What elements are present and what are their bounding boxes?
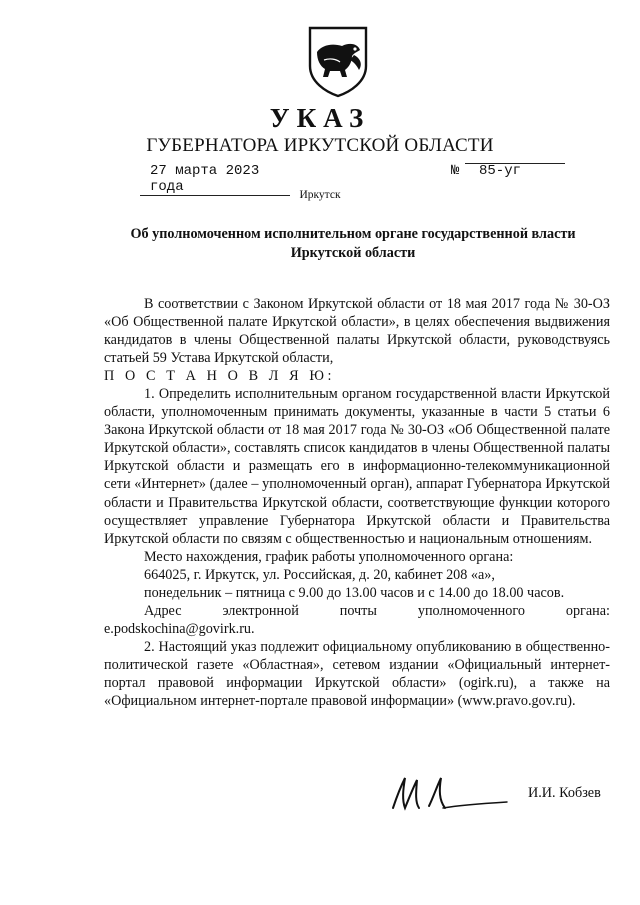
preamble-paragraph: В соответствии с Законом Иркутской области от 18 мая 2017 года № 30-ОЗ «Об Общественной палате Иркутской области», в целях обеспечения выдвижения кандидатов в члены Общественной палаты Иркутской области, руководствуясь статьей 59 Устава Иркутской области, [104,296,610,367]
item-1-paragraph: 1. Определить исполнительным органом государственной власти Иркутской области, уполномоченным принимать документы, указанные в части 5 статьи 6 Закона Иркутской области от 18 мая 2017 года № 30-ОЗ «Об Общественной палате Иркутской области», составлять список кандидатов в члены Общественной палаты Иркутской области и размещать его в информационно-телекоммуникационной сети «Интернет» (далее – уполномоченный орган), аппарат Губернатора Иркутской области и Правительства Иркутской области, соответствующие функции которого осуществляет управление Губернатора Иркутской области и Правительства Иркутской области по связям с общественностью и национальным отношениям. [104,386,610,547]
signatory-name: И.И. Кобзев [528,785,601,801]
document-heading: Об уполномоченном исполнительном органе государственной власти Иркутской области [130,226,576,261]
number-sign: № [451,163,460,179]
schedule-line: понедельник – пятница с 9.00 до 13.00 часов и с 14.00 до 18.00 часов. [144,584,565,601]
email-paragraph: Адрес электронной почты уполномоченного органа: e.podskochina@govirk.ru. [104,602,610,637]
document-title: УКАЗ [269,103,371,133]
issue-city: Иркутск [299,189,341,201]
decree-date-text: 27 марта 2023 года [150,163,260,195]
location-label: Место нахождения, график работы уполномоченного органа: [144,548,514,565]
decree-number-text: 85-уг [479,163,522,179]
document-body [104,295,610,710]
item-2-paragraph: 2. Настоящий указ подлежит официальному опубликованию в общественно-политической газете «Областная», сетевом издании «Официальный интернет-портал правовой информации Иркутской области» (ogirk.ru), а также на «Официальном интернет-портале правовой информации» (www.pravo.gov.ru). [104,638,610,710]
address-line: 664025, г. Иркутск, ул. Российская, д. 20, кабинет 208 «а», [144,566,495,583]
decree-number [451,163,565,179]
issuer-title: ГУБЕРНАТОРА ИРКУТСКОЙ ОБЛАСТИ [146,135,494,156]
irkutsk-coat-of-arms-icon [300,22,376,98]
handwritten-signature [385,768,515,818]
decree-word: П О С Т А Н О В Л Я Ю: [104,368,336,385]
